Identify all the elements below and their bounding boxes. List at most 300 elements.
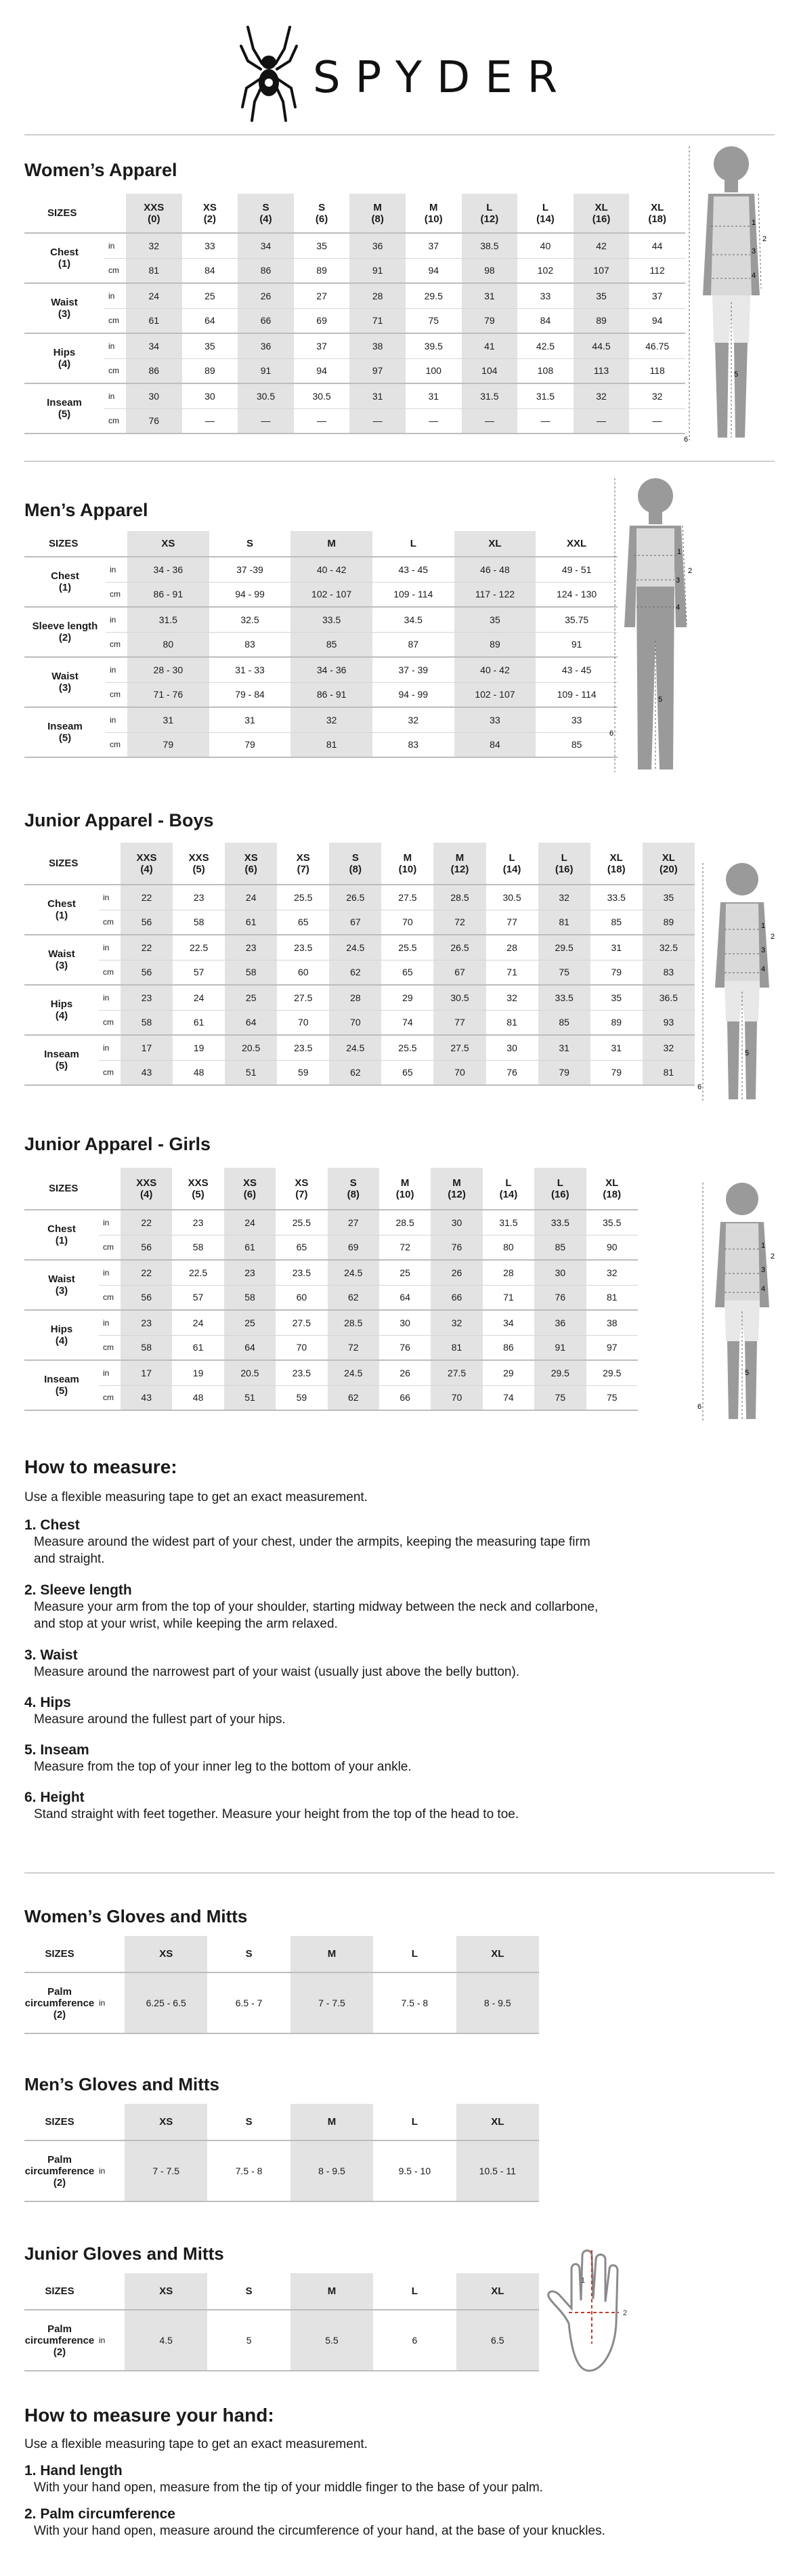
unit-label: in [99, 1260, 121, 1285]
size-value: 38 [586, 1310, 638, 1335]
size-value: 7.5 - 8 [373, 1972, 456, 2033]
size-value: 75 [406, 308, 462, 333]
svg-text:3: 3 [761, 1266, 766, 1274]
measure-label: Inseam (5) [24, 1360, 99, 1410]
size-value: 43 [121, 1385, 172, 1410]
unit-label: in [99, 1310, 121, 1335]
size-value: 25.5 [277, 885, 329, 910]
step-description: Measure around the widest part of your chest, under the armpits, keeping the measuring tape firm [34, 1535, 590, 1549]
size-value: 24 [126, 283, 182, 308]
size-value: 102 - 107 [290, 582, 372, 607]
palm-circumference-label: Palm circumference (2) [24, 2140, 95, 2201]
size-header: XL (18) [590, 843, 643, 885]
measure-label: Sleeve length (2) [24, 607, 106, 657]
size-value: 62 [329, 1060, 381, 1085]
size-value: 43 [121, 1060, 173, 1085]
size-header: XXS (5) [172, 1168, 223, 1210]
size-header: S [207, 2104, 290, 2140]
size-value: 30 [486, 1035, 538, 1060]
measure-label: Hips (4) [24, 333, 104, 383]
size-value: 25 [225, 985, 277, 1010]
measure-label: Chest (1) [24, 1210, 99, 1260]
size-value: 112 [629, 258, 685, 283]
size-value: 35 [294, 233, 350, 258]
size-value: — [349, 408, 406, 434]
svg-text:2: 2 [771, 933, 775, 941]
size-header: M (12) [433, 843, 485, 885]
size-header: L [373, 1936, 456, 1972]
divider [24, 134, 775, 135]
how-to-measure-title: How to measure: [24, 1456, 177, 1477]
size-value: 29 [381, 985, 433, 1010]
size-header: L (14) [483, 1168, 534, 1210]
size-value: 23 [224, 1260, 276, 1285]
size-header: XXL [536, 531, 618, 557]
size-value: 23 [121, 985, 173, 1010]
unit-label: cm [106, 732, 127, 757]
svg-text:5: 5 [745, 1369, 750, 1377]
svg-text:2: 2 [762, 235, 767, 243]
size-header: XS (6) [225, 843, 277, 885]
size-value: 30.5 [238, 383, 294, 408]
size-header: XL [454, 531, 536, 557]
size-value: 23 [173, 885, 225, 910]
size-value: 17 [121, 1360, 172, 1385]
svg-text:2: 2 [771, 1252, 775, 1261]
size-value: 56 [121, 960, 173, 985]
step-description: and stop at your wrist, while keeping the arm relaxed. [34, 1617, 338, 1631]
svg-text:4: 4 [676, 604, 681, 612]
size-value: 56 [121, 910, 173, 935]
size-value: 27.5 [276, 1310, 327, 1335]
size-value: 61 [225, 910, 277, 935]
size-value: 29.5 [538, 935, 590, 960]
size-value: 108 [517, 358, 574, 383]
girl-figure-illustration [697, 1179, 785, 1429]
size-value: 89 [643, 910, 695, 935]
size-header: XL [456, 2273, 539, 2310]
size-value: 61 [172, 1335, 223, 1360]
size-header: XS [125, 2273, 207, 2310]
size-value: 8 - 9.5 [290, 2140, 373, 2201]
size-header: XXS (5) [173, 843, 225, 885]
size-value: 91 [536, 632, 618, 657]
size-value: 33.5 [590, 885, 643, 910]
size-value: 35.5 [586, 1210, 638, 1235]
svg-text:5: 5 [734, 371, 739, 379]
size-value: 17 [121, 1035, 173, 1060]
size-value: 79 [209, 732, 291, 757]
step-title: 1. Chest [24, 1517, 80, 1533]
size-value: 62 [328, 1285, 379, 1310]
measure-label: Waist (3) [24, 1260, 99, 1310]
size-value: 34.5 [372, 607, 454, 632]
size-value: 37 [406, 233, 462, 258]
size-value: 10.5 - 11 [456, 2140, 539, 2201]
size-value: — [406, 408, 462, 434]
measure-step [24, 1517, 756, 1567]
size-value: 51 [225, 1060, 277, 1085]
size-value: 30 [126, 383, 182, 408]
unit-label: cm [104, 358, 126, 383]
size-value: 32 [431, 1310, 482, 1335]
size-value: 85 [290, 632, 372, 657]
mens-gloves-table [24, 2104, 539, 2202]
palm-circumference-label: Palm circumference (2) [24, 1972, 95, 2033]
svg-text:1: 1 [677, 548, 682, 556]
size-value: 24 [173, 985, 225, 1010]
size-header: XS (7) [276, 1168, 327, 1210]
size-value: 58 [225, 960, 277, 985]
size-value: 67 [329, 910, 381, 935]
step-description: With your hand open, measure around the circumference of your hand, at the base of your knuckles. [34, 2524, 605, 2538]
size-value: 72 [328, 1335, 379, 1360]
unit-label: cm [99, 1285, 121, 1310]
junior-gloves-title: Junior Gloves and Mitts [24, 2243, 224, 2264]
size-value: 34 [126, 333, 182, 358]
size-header: XL [456, 1936, 539, 1972]
size-value: 75 [538, 960, 590, 985]
size-value: 26.5 [329, 885, 381, 910]
size-value: 81 [431, 1335, 482, 1360]
size-value: 76 [486, 1060, 538, 1085]
size-value: 70 [431, 1385, 482, 1410]
size-value: 33 [454, 707, 536, 732]
step-description: Measure around the narrowest part of your waist (usually just above the belly button). [34, 1665, 520, 1679]
size-value: 34 [238, 233, 294, 258]
step-title: 6. Height [24, 1790, 85, 1805]
size-header: M [290, 531, 372, 557]
size-value: 65 [381, 960, 433, 985]
size-header: XL (18) [629, 194, 685, 233]
size-value: 102 [517, 258, 574, 283]
size-value: 85 [590, 910, 643, 935]
size-value: 31.5 [462, 383, 518, 408]
size-value: 31.5 [483, 1210, 534, 1235]
svg-text:4: 4 [761, 965, 766, 973]
svg-text:1: 1 [761, 922, 766, 930]
size-value: 28.5 [433, 885, 485, 910]
measure-label: Inseam (5) [24, 707, 106, 757]
size-header: XS (2) [182, 194, 238, 233]
measure-step [24, 1790, 756, 1823]
size-value: 32 [486, 985, 538, 1010]
size-value: 36.5 [643, 985, 695, 1010]
size-value: 94 [629, 308, 685, 333]
junior-boys-title: Junior Apparel - Boys [24, 810, 214, 830]
womens-gloves-title: Women’s Gloves and Mitts [24, 1906, 248, 1926]
size-value: 89 [182, 358, 238, 383]
size-value: 74 [483, 1385, 534, 1410]
size-value: 7.5 - 8 [207, 2140, 290, 2201]
size-value: 20.5 [224, 1360, 276, 1385]
unit-label: cm [99, 1335, 121, 1360]
size-value: 71 [349, 308, 406, 333]
measure-label: Waist (3) [24, 935, 99, 985]
spider-logo-icon [238, 22, 299, 123]
measure-step [24, 1647, 756, 1681]
size-value: 80 [127, 632, 209, 657]
size-header: S [207, 2273, 290, 2310]
hand-illustration [542, 2242, 670, 2378]
size-value: 80 [483, 1235, 534, 1260]
size-value: 46.75 [629, 333, 685, 358]
size-value: 26 [379, 1360, 431, 1385]
sizes-header: SIZES [24, 1936, 95, 1972]
size-header: L (12) [462, 194, 518, 233]
size-value: 7 - 7.5 [290, 1972, 373, 2033]
size-value: 85 [536, 732, 618, 757]
size-value: 31 [349, 383, 406, 408]
size-value: — [294, 408, 350, 434]
size-header: M (10) [406, 194, 462, 233]
size-value: 32 [586, 1260, 638, 1285]
size-value: 71 - 76 [127, 682, 209, 707]
sizes-header: SIZES [24, 2273, 95, 2310]
unit-label: in [99, 935, 121, 960]
size-header: XL (20) [643, 843, 695, 885]
size-value: 5 [207, 2310, 290, 2371]
size-value: 22 [121, 1210, 172, 1235]
measure-step [24, 2463, 756, 2496]
svg-text:5: 5 [745, 1049, 750, 1057]
divider [24, 461, 775, 462]
unit-label: cm [99, 960, 121, 985]
size-header: XXS (0) [126, 194, 182, 233]
size-header: S (4) [238, 194, 294, 233]
size-value: 35 [643, 885, 695, 910]
step-title: 1. Hand length [24, 2463, 123, 2478]
size-value: 31 [590, 935, 643, 960]
size-value: 25.5 [381, 1035, 433, 1060]
size-value: 58 [121, 1335, 172, 1360]
size-value: 34 - 36 [127, 557, 209, 582]
size-value: 30.5 [486, 885, 538, 910]
how-to-measure-intro: Use a flexible measuring tape to get an exact measurement. [24, 1490, 368, 1504]
size-value: — [574, 408, 630, 434]
size-value: 24.5 [328, 1360, 379, 1385]
size-value: 91 [534, 1335, 586, 1360]
size-value: 71 [486, 960, 538, 985]
svg-text:6: 6 [684, 436, 689, 444]
size-value: 30 [431, 1210, 482, 1235]
womens-apparel-title: Women’s Apparel [24, 160, 177, 180]
size-value: — [517, 408, 574, 434]
size-value: 70 [381, 910, 433, 935]
size-value: 24.5 [329, 1035, 381, 1060]
size-header: M [290, 2104, 373, 2140]
size-value: 56 [121, 1235, 172, 1260]
unit-label: in [99, 885, 121, 910]
size-value: 81 [538, 910, 590, 935]
size-value: 57 [172, 1285, 223, 1310]
size-value: 79 [127, 732, 209, 757]
unit-label: in [95, 1972, 125, 2033]
size-value: 32 [629, 383, 685, 408]
size-value: 75 [586, 1385, 638, 1410]
size-value: 30.5 [433, 985, 485, 1010]
size-value: 87 [372, 632, 454, 657]
size-value: 27.5 [277, 985, 329, 1010]
measure-label: Inseam (5) [24, 383, 104, 434]
size-value: 35 [182, 333, 238, 358]
unit-label: cm [99, 1060, 121, 1085]
size-value: 89 [590, 1010, 643, 1035]
size-header: L [372, 531, 454, 557]
unit-label: cm [99, 1010, 121, 1035]
size-value: 66 [238, 308, 294, 333]
size-value: 33 [536, 707, 618, 732]
man-figure-illustration [609, 471, 697, 783]
size-value: 58 [173, 910, 225, 935]
svg-text:1: 1 [752, 219, 756, 227]
womens-apparel-table [24, 194, 685, 434]
unit-label: cm [99, 910, 121, 935]
size-value: 28 [329, 985, 381, 1010]
brand-header [0, 14, 799, 129]
size-value: 61 [224, 1235, 276, 1260]
size-value: 69 [328, 1235, 379, 1260]
sizes-header: SIZES [24, 843, 99, 885]
junior-girls-table [24, 1168, 638, 1411]
size-value: 51 [224, 1385, 276, 1410]
measure-label: Waist (3) [24, 657, 106, 707]
measure-step [24, 1742, 756, 1775]
size-value: 37 - 39 [372, 657, 454, 682]
size-value: 31 [538, 1035, 590, 1060]
svg-text:4: 4 [761, 1285, 766, 1293]
measure-step [24, 1695, 756, 1728]
size-value: 81 [290, 732, 372, 757]
size-value: 76 [379, 1335, 431, 1360]
measure-label: Hips (4) [24, 1310, 99, 1360]
size-value: 28 - 30 [127, 657, 209, 682]
size-value: 26 [238, 283, 294, 308]
size-value: 62 [329, 960, 381, 985]
size-value: 72 [433, 910, 485, 935]
svg-text:6: 6 [697, 1083, 702, 1091]
size-header: S (6) [294, 194, 350, 233]
size-value: 32 [290, 707, 372, 732]
size-value: 22 [121, 1260, 172, 1285]
size-value: 64 [182, 308, 238, 333]
unit-label: cm [99, 1385, 121, 1410]
size-value: 86 [483, 1335, 534, 1360]
size-value: 33.5 [290, 607, 372, 632]
step-description: Measure your arm from the top of your shoulder, starting midway between the neck and collarbone, [34, 1600, 599, 1614]
size-header: XS [127, 531, 209, 557]
size-value: 43 - 45 [536, 657, 618, 682]
size-value: 33.5 [538, 985, 590, 1010]
step-description: and straight. [34, 1552, 105, 1566]
size-value: 109 - 114 [536, 682, 618, 707]
size-value: 33 [182, 233, 238, 258]
size-value: 29 [483, 1360, 534, 1385]
size-value: 25.5 [381, 935, 433, 960]
size-value: 29.5 [534, 1360, 586, 1385]
size-value: 97 [349, 358, 406, 383]
palm-circumference-label: Palm circumference (2) [24, 2310, 95, 2371]
size-value: 28 [349, 283, 406, 308]
unit-label: in [106, 657, 127, 682]
size-value: 6.5 [456, 2310, 539, 2371]
size-value: 36 [349, 233, 406, 258]
size-value: 25 [224, 1310, 276, 1335]
size-value: 9.5 - 10 [373, 2140, 456, 2201]
unit-label: in [95, 2310, 125, 2371]
size-value: — [238, 408, 294, 434]
size-value: 57 [173, 960, 225, 985]
size-value: 86 - 91 [127, 582, 209, 607]
size-value: 41 [462, 333, 518, 358]
size-value: 32 [574, 383, 630, 408]
size-value: 109 - 114 [372, 582, 454, 607]
size-value: 37 -39 [209, 557, 291, 582]
size-value: 58 [121, 1010, 173, 1035]
size-value: 98 [462, 258, 518, 283]
mens-apparel-title: Men’s Apparel [24, 500, 148, 520]
size-value: 28.5 [379, 1210, 431, 1235]
step-description: Measure around the fullest part of your hips. [34, 1712, 286, 1727]
size-value: 91 [238, 358, 294, 383]
size-value: 83 [643, 960, 695, 985]
size-value: 33.5 [534, 1210, 586, 1235]
size-value: 79 [590, 960, 643, 985]
size-value: 8 - 9.5 [456, 1972, 539, 2033]
size-value: 94 - 99 [372, 682, 454, 707]
size-value: 77 [433, 1010, 485, 1035]
size-value: 76 [534, 1285, 586, 1310]
sizes-header: SIZES [24, 2104, 95, 2140]
size-value: 71 [483, 1285, 534, 1310]
size-value: 40 [517, 233, 574, 258]
hand-measure-title: How to measure your hand: [24, 2405, 274, 2426]
size-header: XS (7) [277, 843, 329, 885]
size-value: 65 [277, 910, 329, 935]
brand-wordmark: SPYDER [313, 53, 573, 103]
size-value: 31 [590, 1035, 643, 1060]
size-value: 31 [406, 383, 462, 408]
size-value: 31.5 [127, 607, 209, 632]
svg-text:3: 3 [752, 247, 756, 255]
size-header: M (10) [379, 1168, 431, 1210]
size-value: 24 [224, 1210, 276, 1235]
size-header: M (10) [381, 843, 433, 885]
size-value: 5.5 [290, 2310, 373, 2371]
size-value: 32 [126, 233, 182, 258]
size-value: 25 [379, 1260, 431, 1285]
size-value: 84 [182, 258, 238, 283]
size-header: M [290, 1936, 373, 1972]
size-value: 76 [126, 408, 182, 434]
size-value: 44 [629, 233, 685, 258]
measure-label: Chest (1) [24, 885, 99, 935]
unit-label: cm [106, 632, 127, 657]
size-value: 24.5 [328, 1260, 379, 1285]
unit-label: in [104, 333, 126, 358]
size-value: 94 - 99 [209, 582, 291, 607]
size-value: 37 [629, 283, 685, 308]
svg-text:6: 6 [697, 1403, 702, 1411]
svg-text:6: 6 [609, 730, 614, 738]
size-value: 48 [172, 1385, 223, 1410]
size-value: 39.5 [406, 333, 462, 358]
size-value: 27.5 [433, 1035, 485, 1060]
size-value: 91 [349, 258, 406, 283]
size-value: 84 [517, 308, 574, 333]
size-value: 75 [534, 1385, 586, 1410]
size-value: 6 [373, 2310, 456, 2371]
